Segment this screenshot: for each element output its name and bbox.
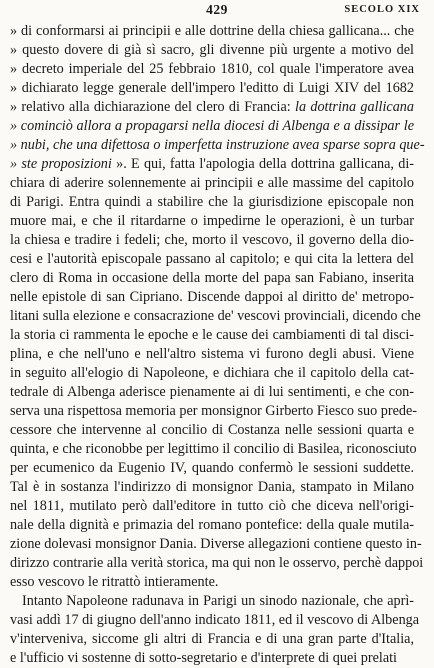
page-number: 429: [206, 2, 228, 17]
text-line-roman: quinta, e che riconobbe per legittimo il concilio di Basilea, riconosciuto: [10, 441, 417, 457]
text-line-roman: Intanto Napoleone radunava in Parigi un sinodo nazionale, che aprì-: [22, 593, 414, 609]
text-line-roman: vasi addì 17 di giugno dell'anno indicato 1811, ed il vescovo di Albenga: [10, 612, 420, 628]
text-line-roman: » dichiarato legge generale dell'impero l'editto di Luigi XIV del 1682: [10, 80, 414, 96]
text-line: [10, 60, 414, 79]
text-line: [10, 326, 414, 345]
text-line-italic: la dottrina gallicana: [295, 99, 414, 115]
page-header: [0, 2, 434, 18]
text-line-italic: » cominciò allora a propagarsi nella diocesi di Albenga e a dissipar le: [10, 118, 414, 134]
text-line-roman: serva una rispettosa memoria per monsignor Girberto Fiesco suo prede-: [10, 403, 417, 419]
text-line-roman: nale della dignità e primazia del romano pontefice: della quale mutila-: [10, 517, 414, 533]
text-line: [10, 193, 414, 212]
text-line-roman: v'interveniva, siccome gli altri di Francia e di una gran parte d'Italia,: [10, 631, 414, 647]
text-line: [10, 611, 420, 630]
text-line: [10, 22, 414, 41]
text-line-roman: chiara di aderire solennemente ai principii e alle massime del capitolo: [10, 175, 414, 191]
text-line-roman: » di conformarsi ai principii e alle dottrine della chiesa gallicana... che: [10, 23, 414, 39]
text-line: [10, 174, 414, 193]
text-line-roman: » relativo alla dichiarazione del clero di Francia:: [10, 99, 296, 115]
text-line-roman: nel 1811, mutilato però dall'editore in tutto ciò che diceva nell'origi-: [10, 498, 414, 514]
text-line: [10, 497, 414, 516]
text-line: [10, 98, 414, 117]
text-line: [10, 269, 414, 288]
text-line: [22, 592, 414, 611]
text-line: [10, 554, 424, 573]
text-line-roman: cesi e l'autorità episcopale passano al capitolo; e qui cita la lettera del: [10, 251, 414, 267]
text-line: [10, 117, 414, 136]
text-line: [10, 440, 417, 459]
running-head: SECOLO XIX: [344, 4, 420, 15]
text-line: [10, 516, 414, 535]
text-line: [10, 459, 414, 478]
text-line: [10, 231, 414, 250]
text-line-roman: » questo dovere di già sì sacro, gli divenne più urgente a motivo del: [10, 42, 414, 58]
text-line-roman: litani sulla elezione e consacrazione de' vescovi provinciali, dicendo che: [10, 308, 421, 324]
text-line-roman: plina, e che nell'uno e nell'altro sistema vi furono degli abusi. Viene: [10, 346, 414, 362]
text-line: [10, 364, 414, 383]
text-line-roman: cessore che intervenne al concilio di Costanza nelle sessioni quarta e: [10, 422, 414, 438]
text-line-roman: e l'ufficio vi sostenne di sotto-segretario e d'interprete di quei prelati: [10, 650, 398, 666]
text-line: [10, 288, 414, 307]
text-line: [10, 383, 414, 402]
text-line: [10, 630, 414, 649]
text-line-roman: Tal è in sostanza l'indirizzo di monsignor Dania, stampato in Milano: [10, 479, 414, 495]
text-line: [10, 307, 421, 326]
text-line-roman: tedrale di Albenga aderisce pienamente ai di lui sentimenti, e che con-: [10, 384, 414, 400]
text-line-roman: dirizzo contrarie alla verità storica, ma qui non le osservo, perchè dappoi: [10, 555, 424, 571]
text-line-italic: » nubi, che una difettosa o imperfetta instruzione avea sparse sopra que-: [10, 137, 425, 153]
text-line: [10, 573, 414, 592]
text-line: [10, 136, 425, 155]
text-line-roman: » decreto imperiale del 25 febbraio 1810, col quale l'imperatore avea: [10, 61, 414, 77]
text-line-roman: in seguito all'elogio di Napoleone, e dichiara che il capitolo della cat-: [10, 365, 414, 381]
text-line: [10, 478, 414, 497]
text-line-roman: nelle epistole di san Cipriano. Discende dappoi al diritto de' metropo-: [10, 289, 414, 305]
text-line: [10, 212, 414, 231]
text-line-roman: zione dolevasi monsignor Dania. Diverse allegazioni contiene questo in-: [10, 536, 422, 552]
text-line: [10, 535, 422, 554]
text-line: [10, 649, 414, 668]
text-line-italic: » ste proposizioni: [10, 156, 112, 172]
text-line-roman: la chiesa e tradire i fedeli; che, morto il vescovo, il governo della dio-: [10, 232, 414, 248]
text-line: [10, 402, 417, 421]
text-line-roman: di Parigi. Entra quindi a stabilire che la giurisdizione episcopale non: [10, 194, 414, 210]
text-line: [10, 79, 414, 98]
text-line: [10, 41, 414, 60]
text-line-roman: muore mai, e che il ritardarne o impedirne le operazioni, è un turbar: [10, 213, 414, 229]
text-line-roman-after: ». E qui, fatta l'apologia della dottrina gallicana, di-: [111, 156, 415, 172]
text-line: [10, 250, 414, 269]
text-line: [10, 155, 414, 174]
text-line-roman: esso vescovo le ritrattò intieramente.: [10, 574, 219, 590]
text-line-roman: la storia ci rammenta le epoche e le cause dei cambiamenti di tal disci-: [10, 327, 414, 343]
text-line-roman: clero di Roma in occasione della morte del papa san Fabiano, inserita: [10, 270, 414, 286]
text-line-roman: per ecumenico da Eugenio IV, quando confermò le sessioni suddette.: [10, 460, 414, 476]
text-line: [10, 421, 414, 440]
text-line: [10, 345, 414, 364]
